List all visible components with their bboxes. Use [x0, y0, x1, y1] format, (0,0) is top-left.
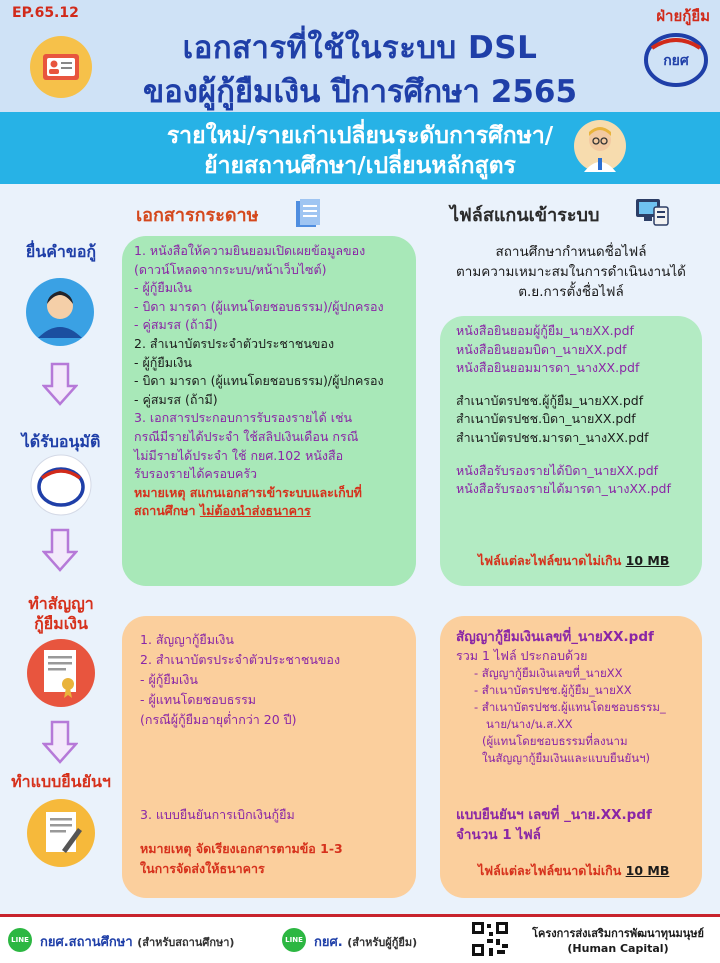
footer-school-account[interactable]	[40, 931, 234, 952]
contract-item: ในสัญญากู้ยืมเงินและแบบยืนยันฯ)	[482, 751, 651, 766]
file-name: หนังสือยินยอมมารดา_นางXX.pdf	[456, 360, 640, 376]
contract-item: - สัญญากู้ยืมเงินเลขที่_นายXX	[474, 666, 623, 681]
doc-line: 1. หนังสือให้ความยินยอมเปิดเผยข้อมูลของ	[134, 243, 366, 258]
logo-text: กยศ	[663, 53, 689, 69]
scan-intro	[440, 242, 702, 302]
intro-line: ต.ย.การตั้งชื่อไฟล์	[518, 284, 624, 300]
scan-files-heading: ไฟล์สแกนเข้าระบบ	[450, 205, 600, 226]
confirm-file-count: จำนวน 1 ไฟล์	[456, 827, 541, 843]
step-approved-label: ได้รับอนุมัติ	[21, 432, 101, 451]
scan-files-apply-list	[456, 322, 671, 499]
organization-logo	[640, 26, 712, 90]
paper-documents-contract-list	[140, 630, 340, 730]
confirm-form-icon	[26, 798, 96, 868]
qr-code-icon[interactable]	[470, 920, 510, 958]
contract-item: - สำเนาบัตรปชช.ผู้แทนโดยชอบธรรม_	[474, 700, 666, 715]
department-label: ฝ่ายกู้ยืม	[656, 7, 710, 25]
footer-school-name: กยศ.สถานศึกษา	[40, 935, 133, 950]
doc-line: 2. สำเนาบัตรประจำตัวประชาชนของ	[134, 335, 335, 351]
note-underlined-text: ไม่ต้องนำส่งธนาคาร	[199, 503, 311, 519]
file-size-limit	[478, 552, 669, 571]
doc-line: - ผู้แทนโดยชอบธรรม	[140, 692, 257, 707]
file-name: หนังสือรับรองรายได้บิดา_นายXX.pdf	[456, 462, 659, 478]
doc-line-confirm-form: 3. แบบยืนยันการเบิกเงินกู้ยืม	[140, 807, 295, 822]
doc-line: (ดาวน์โหลดจากระบบ/หน้าเว็บไซต์)	[134, 261, 327, 277]
contract-item: - สำเนาบัตรปชช.ผู้กู้ยืม_นายXX	[474, 683, 632, 698]
intro-line: สถานศึกษากำหนดชื่อไฟล์	[495, 244, 647, 260]
doc-line: - คู่สมรส (ถ้ามี)	[134, 317, 218, 333]
note-line	[134, 502, 384, 521]
subtitle-line1: รายใหม่/รายเก่าเปลี่ยนระดับการศึกษา/	[166, 123, 554, 149]
doc-line: - คู่สมรส (ถ้ามี)	[134, 391, 218, 407]
note-line: ในการจัดส่งให้ธนาคาร	[140, 861, 265, 876]
page-title-line2: ของผู้กู้ยืมเงิน ปีการศึกษา 2565	[142, 74, 578, 110]
paper-documents-apply-list	[134, 242, 384, 521]
contract-file-count: รวม 1 ไฟล์ ประกอบด้วย	[456, 647, 588, 663]
doc-line: กรณีมีรายได้ประจำ ใช้สลิปเงินเดือน กรณี	[134, 428, 359, 444]
paper-documents-heading: เอกสารกระดาษ	[136, 205, 259, 226]
note-line: หมายเหตุ สแกนเอกสารเข้าระบบและเก็บที่	[134, 484, 362, 500]
program-name: โครงการส่งเสริมการพัฒนาทุนมนุษย์	[532, 927, 704, 940]
step-confirm-label: ทำแบบยืนยันฯ	[11, 772, 111, 791]
contract-item: นาย/นาง/น.ส.XX	[486, 717, 573, 732]
doc-line: - ผู้กู้ยืมเงิน	[134, 354, 192, 370]
file-name: หนังสือรับรองรายได้มารดา_นางXX.pdf	[456, 481, 671, 497]
contract-file-title: สัญญากู้ยืมเงินเลขที่_นายXX.pdf	[456, 629, 654, 645]
file-name: สำเนาบัตรปชช.มารดา_นางXX.pdf	[456, 429, 649, 445]
doc-line: - บิดา มารดา (ผู้แทนโดยชอบธรรม)/ผู้ปกครอง	[134, 373, 384, 389]
step-apply-label: ยื่นคำขอกู้	[25, 242, 97, 261]
doc-line: 3. เอกสารประกอบการรับรองรายได้ เช่น	[134, 410, 352, 426]
limit-text: ไฟล์แต่ละไฟล์ขนาดไม่เกิน	[478, 863, 622, 878]
footer-program-info	[520, 924, 716, 955]
note-line: หมายเหตุ จัดเรียงเอกสารตามข้อ 1-3	[140, 841, 343, 856]
line-badge-text: LINE	[285, 936, 303, 944]
limit-size: 10 MB	[625, 863, 670, 878]
down-arrow-icon	[42, 528, 78, 572]
approval-logo-icon	[28, 454, 94, 516]
doc-line: - บิดา มารดา (ผู้แทนโดยชอบธรรม)/ผู้ปกครอง	[134, 298, 384, 314]
file-name: สำเนาบัตรปชช.ผู้กู้ยืม_นายXX.pdf	[456, 392, 644, 408]
doc-line: 2. สำเนาบัตรประจำตัวประชาชนของ	[140, 652, 341, 667]
line-badge-text: LINE	[11, 936, 29, 944]
page-title-line1: เอกสารที่ใช้ในระบบ DSL	[182, 30, 538, 66]
doc-line: ไม่มีรายได้ประจำ ใช้ กยศ.102 หนังสือ	[134, 447, 344, 463]
file-name: หนังสือยินยอมผู้กู้ยืม_นายXX.pdf	[456, 323, 634, 338]
file-name: หนังสือยินยอมบิดา_นายXX.pdf	[456, 341, 627, 357]
line-app-icon[interactable]	[8, 928, 32, 952]
limit-size: 10 MB	[625, 553, 670, 568]
footer-borrower-name: กยศ.	[314, 935, 343, 950]
note-text: สถานศึกษา	[134, 503, 196, 519]
contract-item: (ผู้แทนโดยชอบธรรมที่ลงนาม	[482, 734, 628, 749]
document-code: EP.65.12	[12, 5, 79, 21]
doc-line: 1. สัญญากู้ยืมเงิน	[140, 632, 234, 647]
doc-line: รับรองรายได้ครอบครัว	[134, 466, 258, 482]
down-arrow-icon	[42, 362, 78, 406]
scanner-icon	[634, 195, 670, 229]
down-arrow-icon	[42, 720, 78, 764]
subtitle-line2: ย้ายสถานศึกษา/เปลี่ยนหลักสูตร	[204, 153, 516, 179]
doc-line: - ผู้กู้ยืมเงิน	[134, 280, 192, 296]
line-app-icon[interactable]	[282, 928, 306, 952]
intro-line: ตามความเหมาะสมในการดำเนินงานได้	[456, 264, 686, 280]
applicant-avatar-icon	[24, 276, 96, 348]
step-contract-label-line1: ทำสัญญา	[28, 594, 94, 613]
footer-school-note: (สำหรับสถานศึกษา)	[137, 936, 235, 949]
document-icon	[290, 197, 326, 229]
file-size-limit	[478, 862, 669, 881]
scan-files-contract-list	[456, 628, 666, 767]
contract-document-icon	[26, 638, 96, 708]
limit-text: ไฟล์แต่ละไฟล์ขนาดไม่เกิน	[478, 553, 622, 568]
footer-borrower-account[interactable]	[314, 931, 417, 952]
doc-line: - ผู้กู้ยืมเงิน	[140, 672, 198, 687]
student-icon	[570, 116, 630, 180]
file-name: สำเนาบัตรปชช.บิดา_นายXX.pdf	[456, 411, 636, 427]
program-name-en: (Human Capital)	[567, 942, 669, 955]
step-contract-label-line2: กู้ยืมเงิน	[34, 614, 88, 633]
confirm-file-title: แบบยืนยันฯ เลขที่ _นาย.XX.pdf	[456, 807, 652, 823]
doc-line: (กรณีผู้กู้ยืมอายุต่ำกว่า 20 ปี)	[140, 712, 297, 727]
footer-borrower-note: (สำหรับผู้กู้ยืม)	[347, 936, 418, 949]
